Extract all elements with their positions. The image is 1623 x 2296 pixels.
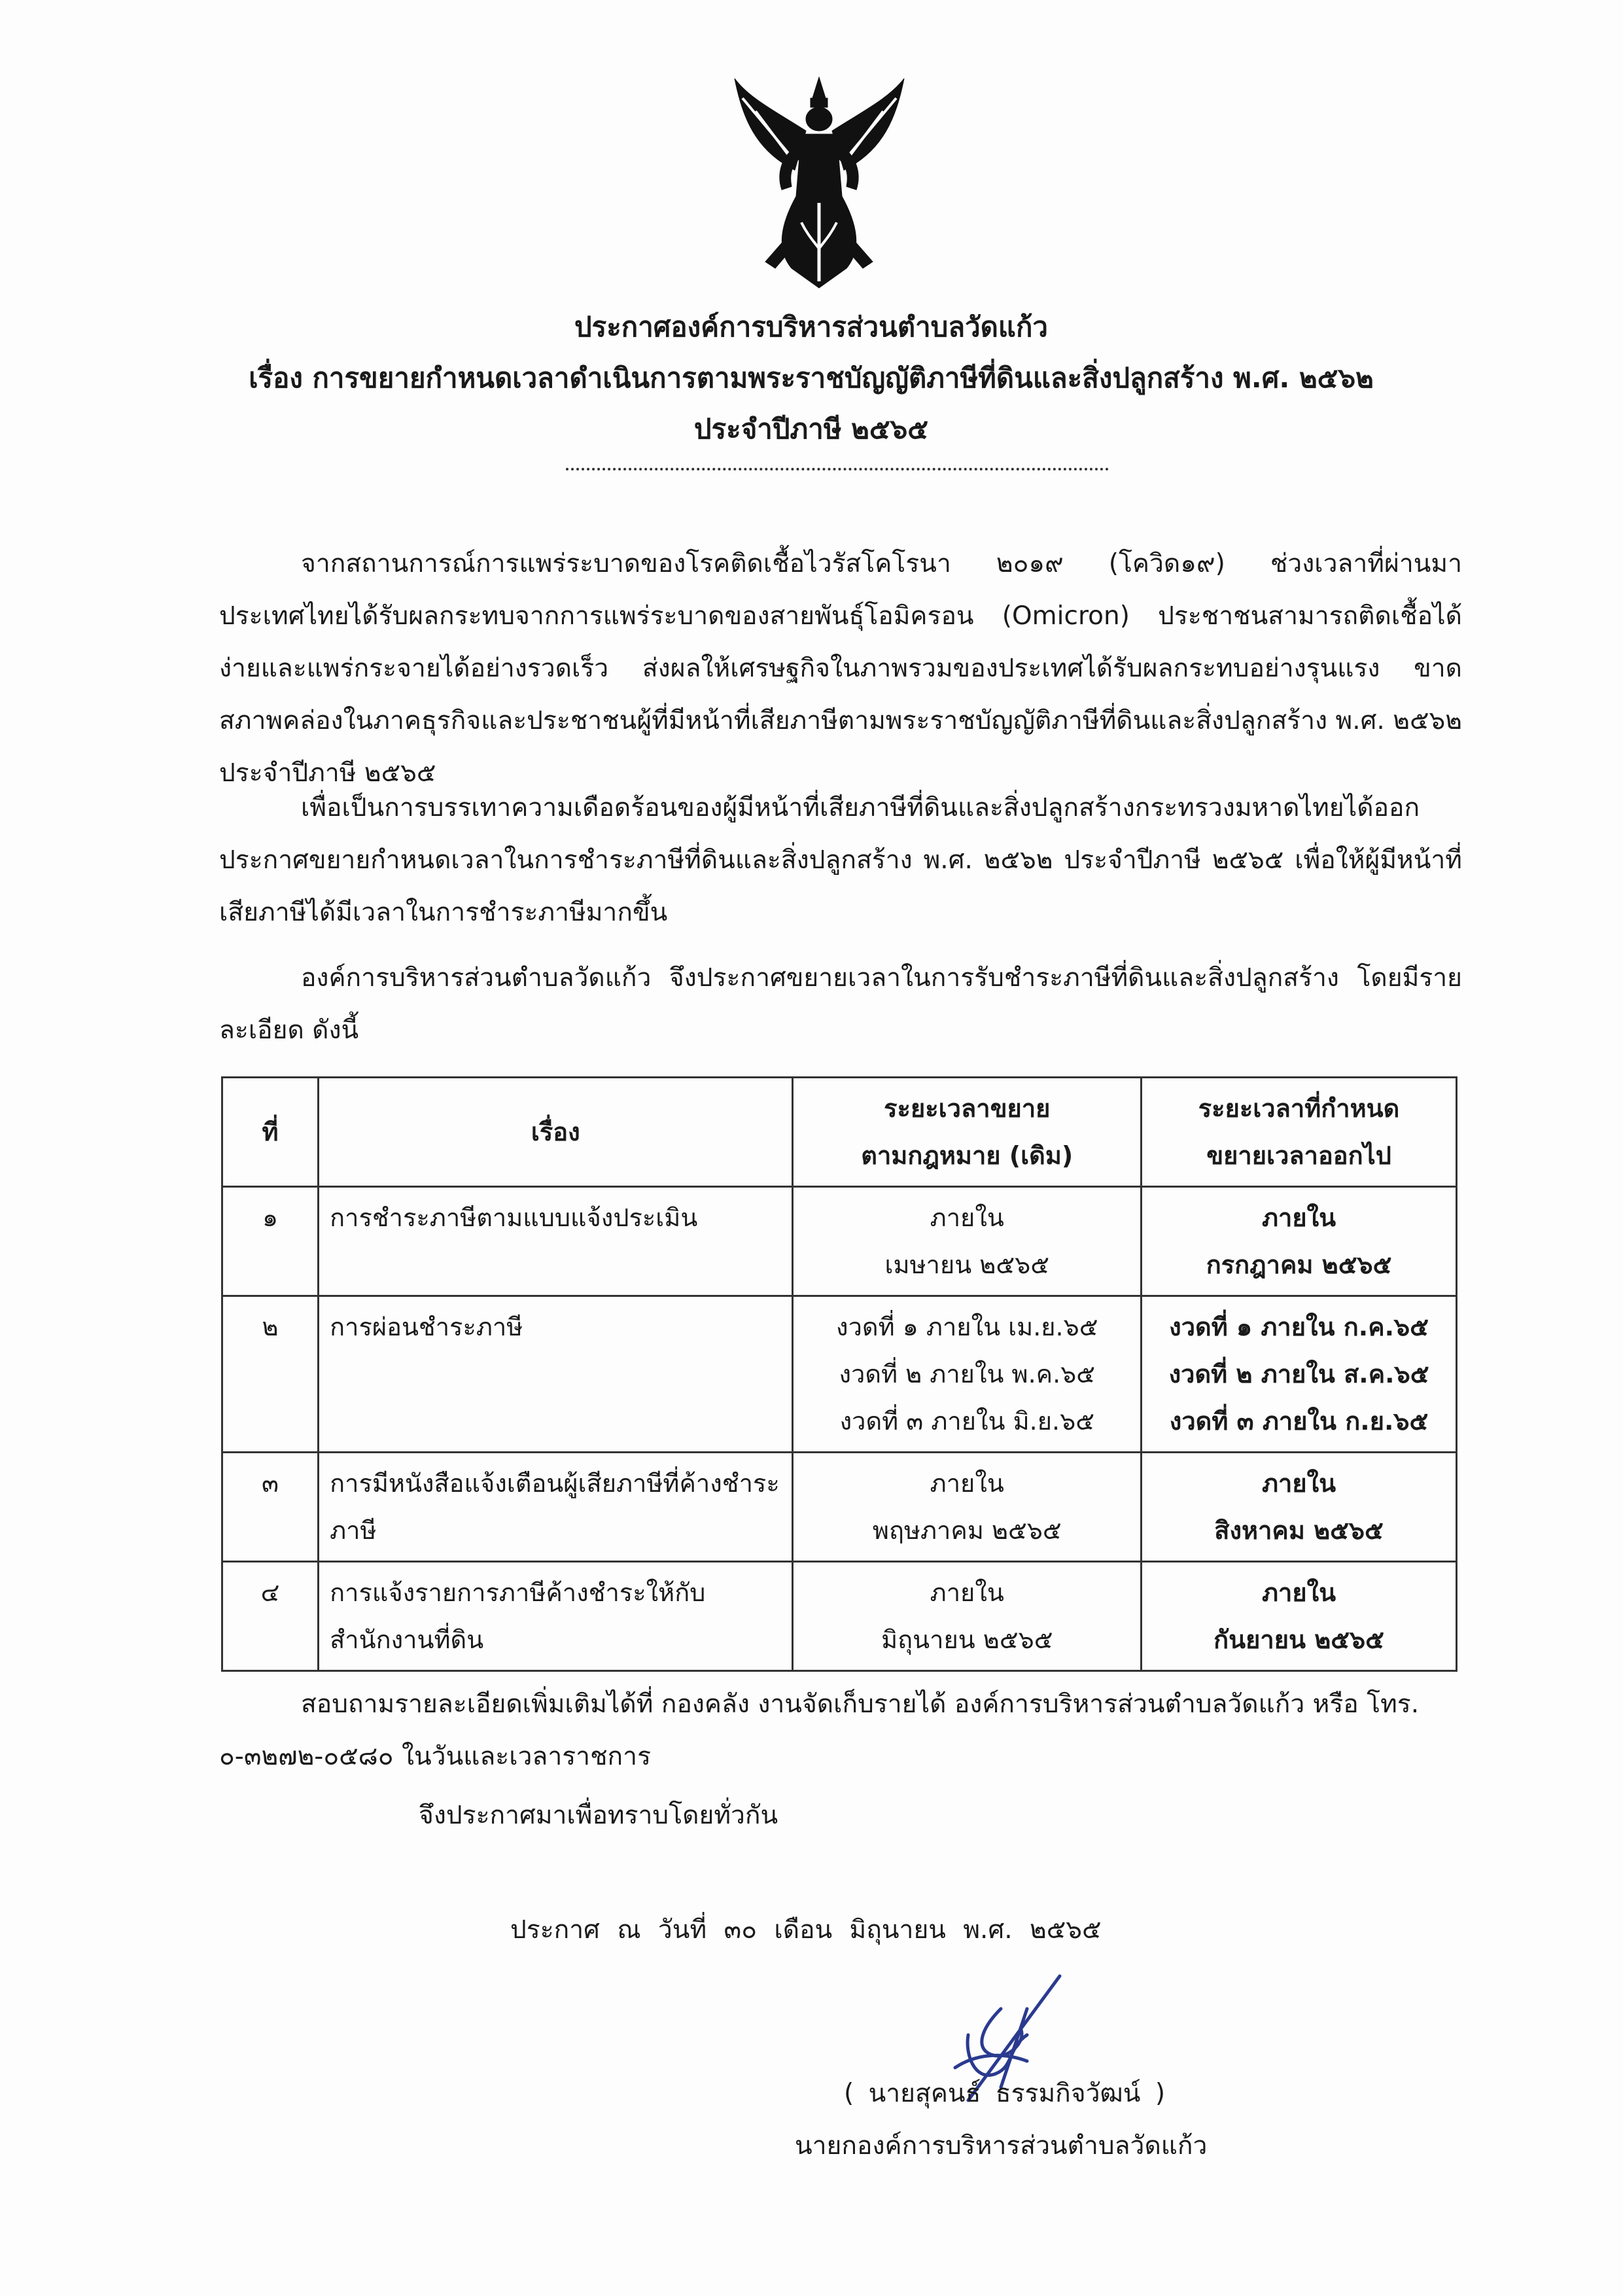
orig-line: เมษายน ๒๕๖๕ — [884, 1250, 1049, 1279]
header-orig-line2: ตามกฎหมาย (เดิม) — [861, 1141, 1073, 1170]
paragraph-1 — [219, 538, 1462, 800]
row-subject: การชำระภาษีตามแบบแจ้งประเมิน — [319, 1187, 793, 1296]
row-extended-period — [1142, 1296, 1457, 1453]
header-orig-line1: ระยะเวลาขยาย — [884, 1094, 1051, 1123]
row-extended-period — [1142, 1453, 1457, 1562]
signer-title: นายกองค์การบริหารส่วนตำบลวัดแก้ว — [795, 2131, 1208, 2161]
orig-line: งวดที่ ๑ ภายใน เม.ย.๖๕ — [836, 1313, 1098, 1341]
paragraph-3 — [219, 952, 1462, 1057]
announcement-subject: เรื่อง การขยายกำหนดเวลาดำเนินการตามพระราชบัญญัติภาษีที่ดินและสิ่งปลูกสร้าง พ.ศ. ๒๕๖๒ — [249, 362, 1374, 394]
table-row — [222, 1562, 1457, 1671]
orig-line: ภายใน — [930, 1469, 1004, 1498]
row-num: ๑ — [222, 1187, 319, 1296]
row-subject: การแจ้งรายการภาษีค้างชำระให้กับสำนักงานที่ดิน — [319, 1562, 793, 1671]
ext-line: ภายใน — [1261, 1469, 1336, 1498]
row-num: ๔ — [222, 1562, 319, 1671]
announcement-title: ประกาศองค์การบริหารส่วนตำบลวัดแก้ว — [574, 311, 1049, 343]
header-subject: เรื่อง — [319, 1078, 793, 1187]
ext-line: งวดที่ ๑ ภายใน ก.ค.๖๕ — [1169, 1313, 1429, 1341]
header-ext-line2: ขยายเวลาออกไป — [1206, 1141, 1391, 1170]
row-original-period — [793, 1296, 1142, 1453]
paragraph-3-text: องค์การบริหารส่วนตำบลวัดแก้ว จึงประกาศขยายเวลาในการรับชำระภาษีที่ดินและสิ่งปลูกสร้าง โดยมีรายละเอียด ดังนี้ — [219, 963, 1462, 1045]
orig-line: ภายใน — [930, 1203, 1004, 1232]
header-original-period — [793, 1078, 1142, 1187]
hereby-statement: จึงประกาศมาเพื่อทราบโดยทั่วกัน — [419, 1801, 778, 1830]
ext-line: ภายใน — [1261, 1203, 1336, 1232]
paragraph-2 — [219, 782, 1462, 939]
paragraph-1-text: จากสถานการณ์การแพร่ระบาดของโรคติดเชื้อไวรัสโคโรนา ๒๐๑๙ (โควิด๑๙) ช่วงเวลาที่ผ่านมา ประเทศไทยได้รับผลกระทบจากการแพร่ระบาดของสายพันธุ์โอมิครอน (Omicron) ประชาชนสามารถติดเชื้อได้ง่ายและแพร่กระจายได้อย่างรวดเร็ว ส่งผลให้เศรษฐกิจในภาพรวมของประเทศได้รับผลกระทบอย่างรุนแรง ขาดสภาพคล่องในภาคธุรกิจและประชาชนผู้ที่มีหน้าที่เสียภาษีตามพระราชบัญญัติภาษีที่ดินและสิ่งปลูกสร้าง พ.ศ. ๒๕๖๒ ประจำปีภาษี ๒๕๖๕ — [219, 549, 1462, 788]
row-original-period — [793, 1187, 1142, 1296]
orig-line: มิถุนายน ๒๕๖๕ — [881, 1625, 1053, 1654]
table-row — [222, 1453, 1457, 1562]
ext-line: กรกฎาคม ๒๕๖๕ — [1206, 1250, 1392, 1279]
contact-info — [219, 1678, 1462, 1783]
dotted-divider — [566, 461, 1109, 470]
row-original-period — [793, 1453, 1142, 1562]
row-subject: การมีหนังสือแจ้งเตือนผู้เสียภาษีที่ค้างชำระภาษี — [319, 1453, 793, 1562]
ext-line: ภายใน — [1261, 1578, 1336, 1607]
ext-line: สิงหาคม ๒๕๖๕ — [1214, 1516, 1384, 1545]
ext-line: งวดที่ ๒ ภายใน ส.ค.๖๕ — [1168, 1360, 1429, 1388]
announcement-tax-year: ประจำปีภาษี ๒๕๖๕ — [693, 413, 929, 445]
row-extended-period — [1142, 1562, 1457, 1671]
contact-text: สอบถามรายละเอียดเพิ่มเติมได้ที่ กองคลัง งานจัดเก็บรายได้ องค์การบริหารส่วนตำบลวัดแก้ว หรือ โทร. ๐-๓๒๗๒-๐๕๘๐ ในวันและเวลาราชการ — [219, 1689, 1420, 1771]
orig-line: ภายใน — [930, 1578, 1004, 1607]
table-row — [222, 1187, 1457, 1296]
row-subject: การผ่อนชำระภาษี — [319, 1296, 793, 1453]
garuda-emblem-icon — [729, 72, 909, 291]
row-extended-period — [1142, 1187, 1457, 1296]
header-extended-period — [1142, 1078, 1457, 1187]
announcement-date: ประกาศ ณ วันที่ ๓๐ เดือน มิถุนายน พ.ศ. ๒๕๖๕ — [510, 1915, 1102, 1945]
table-header-row — [222, 1078, 1457, 1187]
header-num: ที่ — [222, 1078, 319, 1187]
orig-line: งวดที่ ๓ ภายใน มิ.ย.๖๕ — [839, 1407, 1094, 1436]
row-original-period — [793, 1562, 1142, 1671]
paragraph-2-text: เพื่อเป็นการบรรเทาความเดือดร้อนของผู้มีหน้าที่เสียภาษีที่ดินและสิ่งปลูกสร้างกระทรวงมหาดไทยได้ออกประกาศขยายกำหนดเวลาในการชำระภาษีที่ดินและสิ่งปลูกสร้าง พ.ศ. ๒๕๖๒ ประจำปีภาษี ๒๕๖๕ เพื่อให้ผู้มีหน้าที่เสียภาษีได้มีเวลาในการชำระภาษีมากขึ้น — [219, 793, 1462, 927]
orig-line: งวดที่ ๒ ภายใน พ.ค.๖๕ — [839, 1360, 1096, 1388]
signer-name: ( นายสุคนธ์ ธรรมกิจวัฒน์ ) — [844, 2079, 1166, 2108]
ext-line: กันยายน ๒๕๖๕ — [1213, 1625, 1384, 1654]
ext-line: งวดที่ ๓ ภายใน ก.ย.๖๕ — [1169, 1407, 1429, 1436]
row-num: ๓ — [222, 1453, 319, 1562]
header-ext-line1: ระยะเวลาที่กำหนด — [1198, 1094, 1400, 1123]
extension-schedule-table — [221, 1076, 1457, 1672]
row-num: ๒ — [222, 1296, 319, 1453]
table-row — [222, 1296, 1457, 1453]
orig-line: พฤษภาคม ๒๕๖๕ — [872, 1516, 1062, 1545]
